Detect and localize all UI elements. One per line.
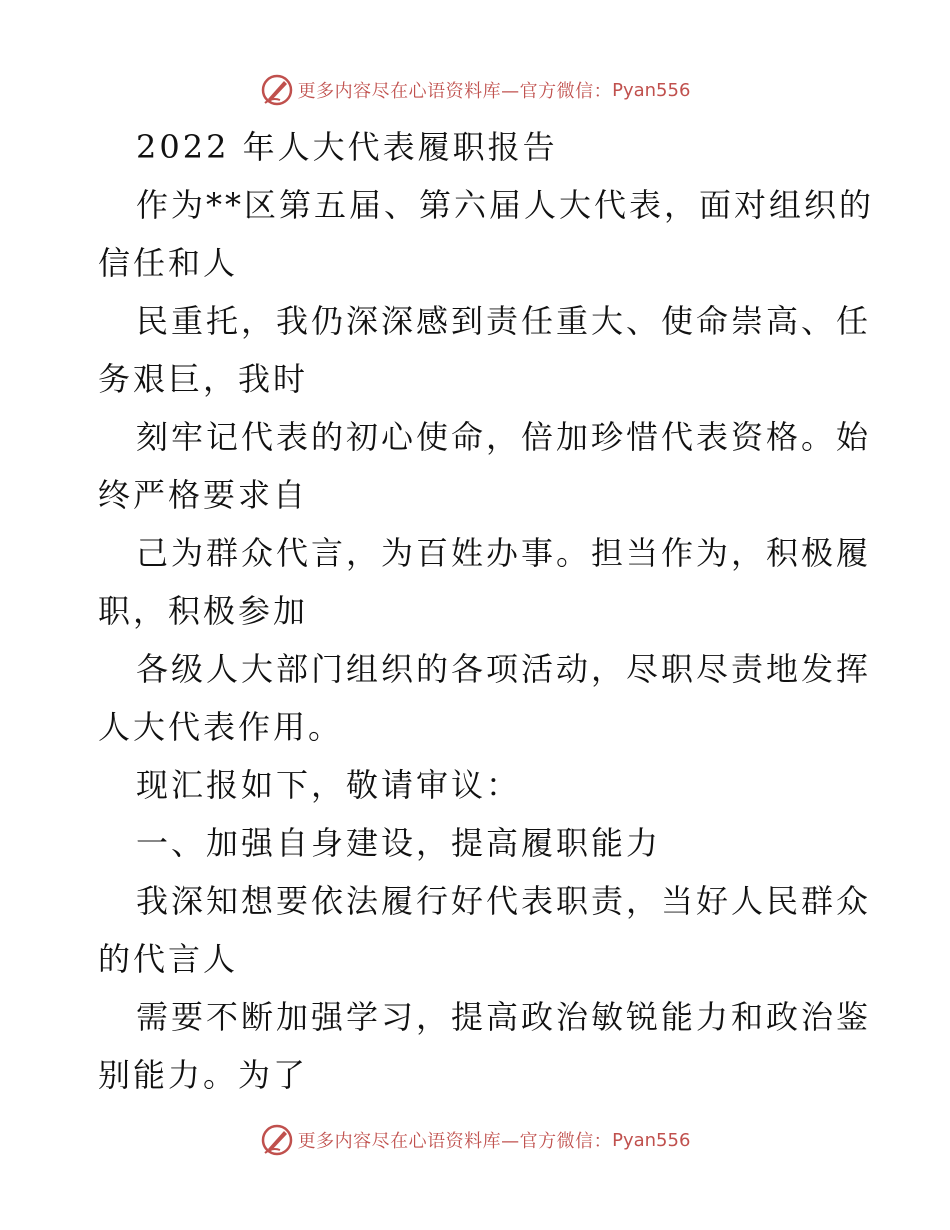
watermark-wechat-id: Pyan556 — [612, 79, 691, 101]
paragraph-line: 别能力。为了 — [98, 1056, 309, 1094]
quill-logo-icon — [260, 1123, 294, 1157]
paragraph-line: 需要不断加强学习，提高政治敏锐能力和政治鉴 — [136, 998, 872, 1036]
paragraph-line: 终严格要求自 — [98, 476, 309, 514]
paragraph-line: 我深知想要依法履行好代表职责，当好人民群众 — [136, 882, 872, 920]
document-title: 2022 年人大代表履职报告 — [136, 128, 558, 166]
footer-watermark — [0, 1118, 950, 1162]
section-heading: 一、加强自身建设，提高履职能力 — [136, 824, 662, 862]
paragraph-line: 各级人大部门组织的各项活动，尽职尽责地发挥 — [136, 650, 872, 688]
paragraph-line: 人大代表作用。 — [98, 708, 344, 746]
paragraph-line: 己为群众代言，为百姓办事。担当作为，积极履 — [136, 534, 872, 572]
paragraph-line: 的代言人 — [98, 940, 239, 978]
watermark-wechat-id: Pyan556 — [612, 1129, 691, 1151]
watermark-text: 更多内容尽在心语资料库—官方微信： — [297, 1131, 613, 1152]
watermark-text: 更多内容尽在心语资料库—官方微信： — [297, 81, 613, 102]
header-watermark — [0, 68, 950, 112]
paragraph-line: 务艰巨，我时 — [98, 360, 309, 398]
paragraph-line: 现汇报如下，敬请审议： — [136, 766, 522, 804]
quill-logo-icon — [260, 73, 294, 107]
paragraph-line: 职，积极参加 — [98, 592, 309, 630]
paragraph-line: 信任和人 — [98, 244, 239, 282]
paragraph-line: 作为**区第五届、第六届人大代表，面对组织的 — [136, 186, 875, 224]
paragraph-line: 刻牢记代表的初心使命，倍加珍惜代表资格。始 — [136, 418, 872, 456]
paragraph-line: 民重托，我仍深深感到责任重大、使命崇高、任 — [136, 302, 872, 340]
document-body — [98, 118, 875, 1104]
